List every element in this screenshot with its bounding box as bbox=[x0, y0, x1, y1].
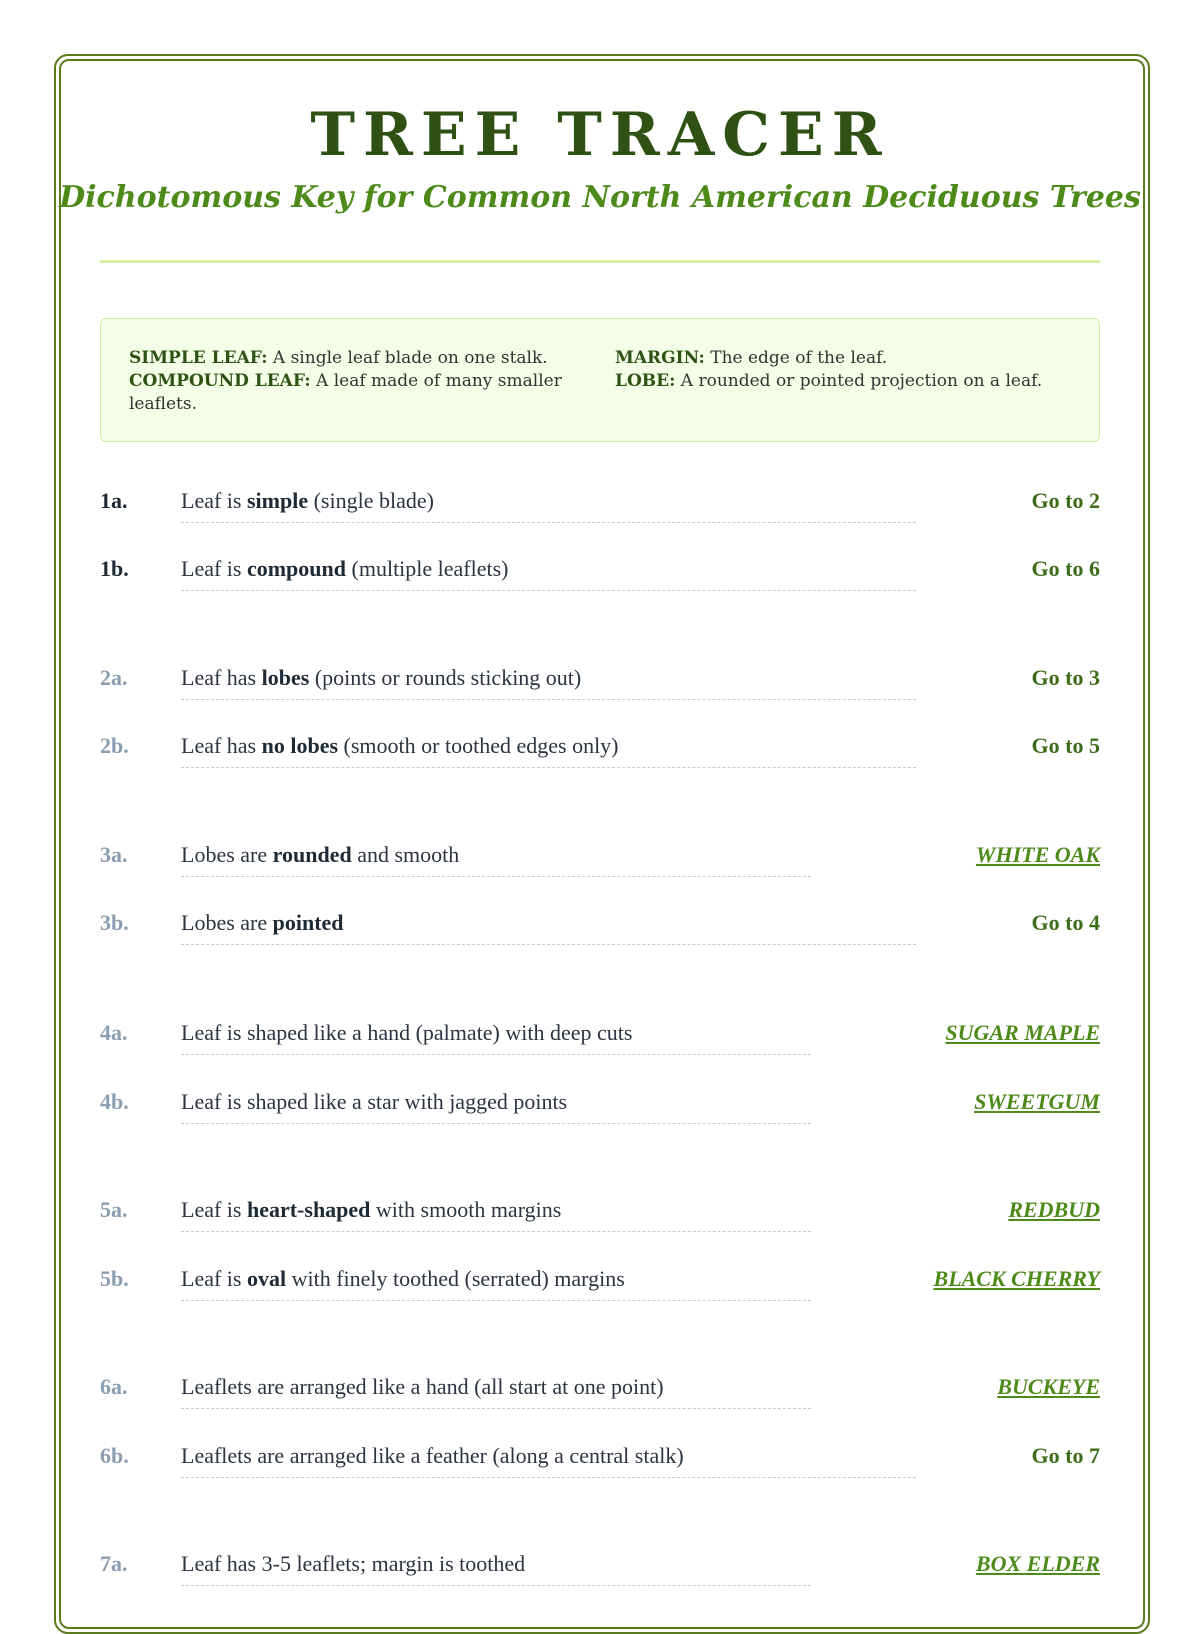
dotted-leader bbox=[181, 1231, 811, 1232]
step-description bbox=[181, 1018, 632, 1048]
species-link-redbud[interactable]: REDBUD bbox=[1008, 1197, 1100, 1222]
desc-emphasis: compound bbox=[246, 556, 347, 581]
step-description bbox=[181, 840, 459, 870]
key-step-1b bbox=[100, 554, 1100, 594]
desc-text: Leaf is bbox=[181, 556, 247, 581]
dotted-leader bbox=[181, 1585, 811, 1586]
desc-emphasis: pointed bbox=[272, 910, 344, 935]
dotted-leader bbox=[181, 1123, 811, 1124]
goto-link[interactable]: Go to 4 bbox=[1031, 910, 1100, 935]
glossary-definition: The edge of the leaf. bbox=[704, 348, 888, 368]
step-number: 6a. bbox=[100, 1374, 128, 1399]
desc-text: (points or rounds sticking out) bbox=[309, 665, 582, 690]
page-title: TREE TRACER bbox=[310, 100, 890, 170]
glossary-definition: A rounded or pointed projection on a leaf. bbox=[675, 371, 1043, 391]
desc-emphasis: simple bbox=[246, 488, 309, 513]
species-link-sweetgum[interactable]: SWEETGUM bbox=[974, 1089, 1100, 1114]
step-number: 4b. bbox=[100, 1089, 129, 1114]
desc-emphasis: no lobes bbox=[261, 733, 339, 758]
header-divider bbox=[100, 260, 1100, 263]
page-subtitle: Dichotomous Key for Common North American Deciduous Trees bbox=[59, 180, 1141, 215]
desc-text: Leaflets are arranged like a feather (along a central stalk) bbox=[181, 1443, 684, 1468]
key-step-5b bbox=[100, 1264, 1100, 1304]
step-number: 4a. bbox=[100, 1020, 128, 1045]
step-number: 5b. bbox=[100, 1266, 129, 1291]
glossary-entry-lobe bbox=[615, 370, 1085, 393]
desc-text: (multiple leaflets) bbox=[346, 556, 509, 581]
species-link-sugar-maple[interactable]: SUGAR MAPLE bbox=[945, 1020, 1100, 1045]
desc-text: (single blade) bbox=[308, 488, 434, 513]
goto-link[interactable]: Go to 5 bbox=[1031, 733, 1100, 758]
step-number: 3b. bbox=[100, 910, 129, 935]
species-link-white-oak[interactable]: WHITE OAK bbox=[975, 842, 1100, 867]
desc-text: with smooth margins bbox=[370, 1197, 562, 1222]
key-step-1a bbox=[100, 486, 1100, 526]
desc-emphasis: rounded bbox=[272, 842, 352, 867]
glossary-term: SIMPLE LEAF: bbox=[129, 348, 268, 368]
desc-emphasis: oval bbox=[246, 1266, 287, 1291]
key-step-5a bbox=[100, 1195, 1100, 1235]
step-number: 2b. bbox=[100, 733, 129, 758]
goto-link[interactable]: Go to 7 bbox=[1031, 1443, 1100, 1468]
desc-text: Leaf has bbox=[181, 733, 262, 758]
desc-text: Leaflets are arranged like a hand (all start at one point) bbox=[181, 1374, 664, 1399]
dotted-leader bbox=[181, 1054, 811, 1055]
glossary-column-right bbox=[615, 347, 1085, 393]
dotted-leader bbox=[181, 1300, 811, 1301]
step-number: 1a. bbox=[100, 488, 128, 513]
desc-emphasis: heart-shaped bbox=[246, 1197, 371, 1222]
desc-text: Leaf has 3-5 leaflets; margin is toothed bbox=[181, 1551, 526, 1576]
glossary-box bbox=[100, 318, 1100, 442]
step-number: 3a. bbox=[100, 842, 128, 867]
key-step-3b bbox=[100, 908, 1100, 948]
key-step-4b bbox=[100, 1087, 1100, 1127]
key-step-2a bbox=[100, 663, 1100, 703]
goto-link[interactable]: Go to 3 bbox=[1031, 665, 1100, 690]
desc-text: Lobes are bbox=[181, 910, 273, 935]
step-description bbox=[181, 486, 434, 516]
glossary-entry-compound-leaf bbox=[129, 370, 569, 416]
glossary-definition: A leaf made of many smaller leaflets. bbox=[129, 371, 562, 414]
key-step-2b bbox=[100, 731, 1100, 771]
desc-text: Leaf is bbox=[181, 488, 247, 513]
dotted-leader bbox=[181, 590, 916, 591]
species-link-black-cherry[interactable]: BLACK CHERRY bbox=[933, 1266, 1100, 1291]
key-step-6b bbox=[100, 1441, 1100, 1481]
step-description bbox=[181, 1372, 664, 1402]
desc-text: Leaf has bbox=[181, 665, 262, 690]
glossary-entry-margin bbox=[615, 347, 1085, 370]
key-step-6a bbox=[100, 1372, 1100, 1412]
desc-text: (smooth or toothed edges only) bbox=[338, 733, 619, 758]
dotted-leader bbox=[181, 944, 916, 945]
glossary-column-left bbox=[129, 347, 569, 416]
species-link-box-elder[interactable]: BOX ELDER bbox=[975, 1551, 1100, 1576]
step-number: 7a. bbox=[100, 1551, 128, 1576]
step-number: 6b. bbox=[100, 1443, 129, 1468]
step-description bbox=[181, 1087, 567, 1117]
step-description bbox=[181, 554, 509, 584]
glossary-entry-simple-leaf bbox=[129, 347, 569, 370]
step-description bbox=[181, 1195, 561, 1225]
desc-text: Leaf is bbox=[181, 1266, 247, 1291]
glossary-term: MARGIN: bbox=[615, 348, 705, 368]
key-step-4a bbox=[100, 1018, 1100, 1058]
dotted-leader bbox=[181, 699, 916, 700]
glossary-definition: A single leaf blade on one stalk. bbox=[267, 348, 548, 368]
step-number: 2a. bbox=[100, 665, 128, 690]
desc-text: Leaf is bbox=[181, 1197, 247, 1222]
step-description bbox=[181, 908, 344, 938]
desc-text: Lobes are bbox=[181, 842, 273, 867]
key-step-3a bbox=[100, 840, 1100, 880]
step-description bbox=[181, 1264, 625, 1294]
goto-link[interactable]: Go to 6 bbox=[1031, 556, 1100, 581]
dotted-leader bbox=[181, 1477, 916, 1478]
key-step-7a bbox=[100, 1549, 1100, 1589]
glossary-term: COMPOUND LEAF: bbox=[129, 371, 311, 391]
dotted-leader bbox=[181, 767, 916, 768]
dotted-leader bbox=[181, 1408, 811, 1409]
desc-emphasis: lobes bbox=[261, 665, 310, 690]
step-description bbox=[181, 1441, 684, 1471]
step-description bbox=[181, 731, 619, 761]
step-description bbox=[181, 663, 581, 693]
desc-text: with finely toothed (serrated) margins bbox=[286, 1266, 625, 1291]
step-number: 1b. bbox=[100, 556, 129, 581]
dotted-leader bbox=[181, 522, 916, 523]
desc-text: Leaf is shaped like a star with jagged points bbox=[181, 1089, 568, 1114]
dotted-leader bbox=[181, 876, 811, 877]
goto-link[interactable]: Go to 2 bbox=[1031, 488, 1100, 513]
step-number: 5a. bbox=[100, 1197, 128, 1222]
step-description bbox=[181, 1549, 525, 1579]
desc-text: and smooth bbox=[351, 842, 460, 867]
species-link-buckeye[interactable]: BUCKEYE bbox=[997, 1374, 1100, 1399]
glossary-term: LOBE: bbox=[615, 371, 676, 391]
desc-text: Leaf is shaped like a hand (palmate) with deep cuts bbox=[181, 1020, 633, 1045]
